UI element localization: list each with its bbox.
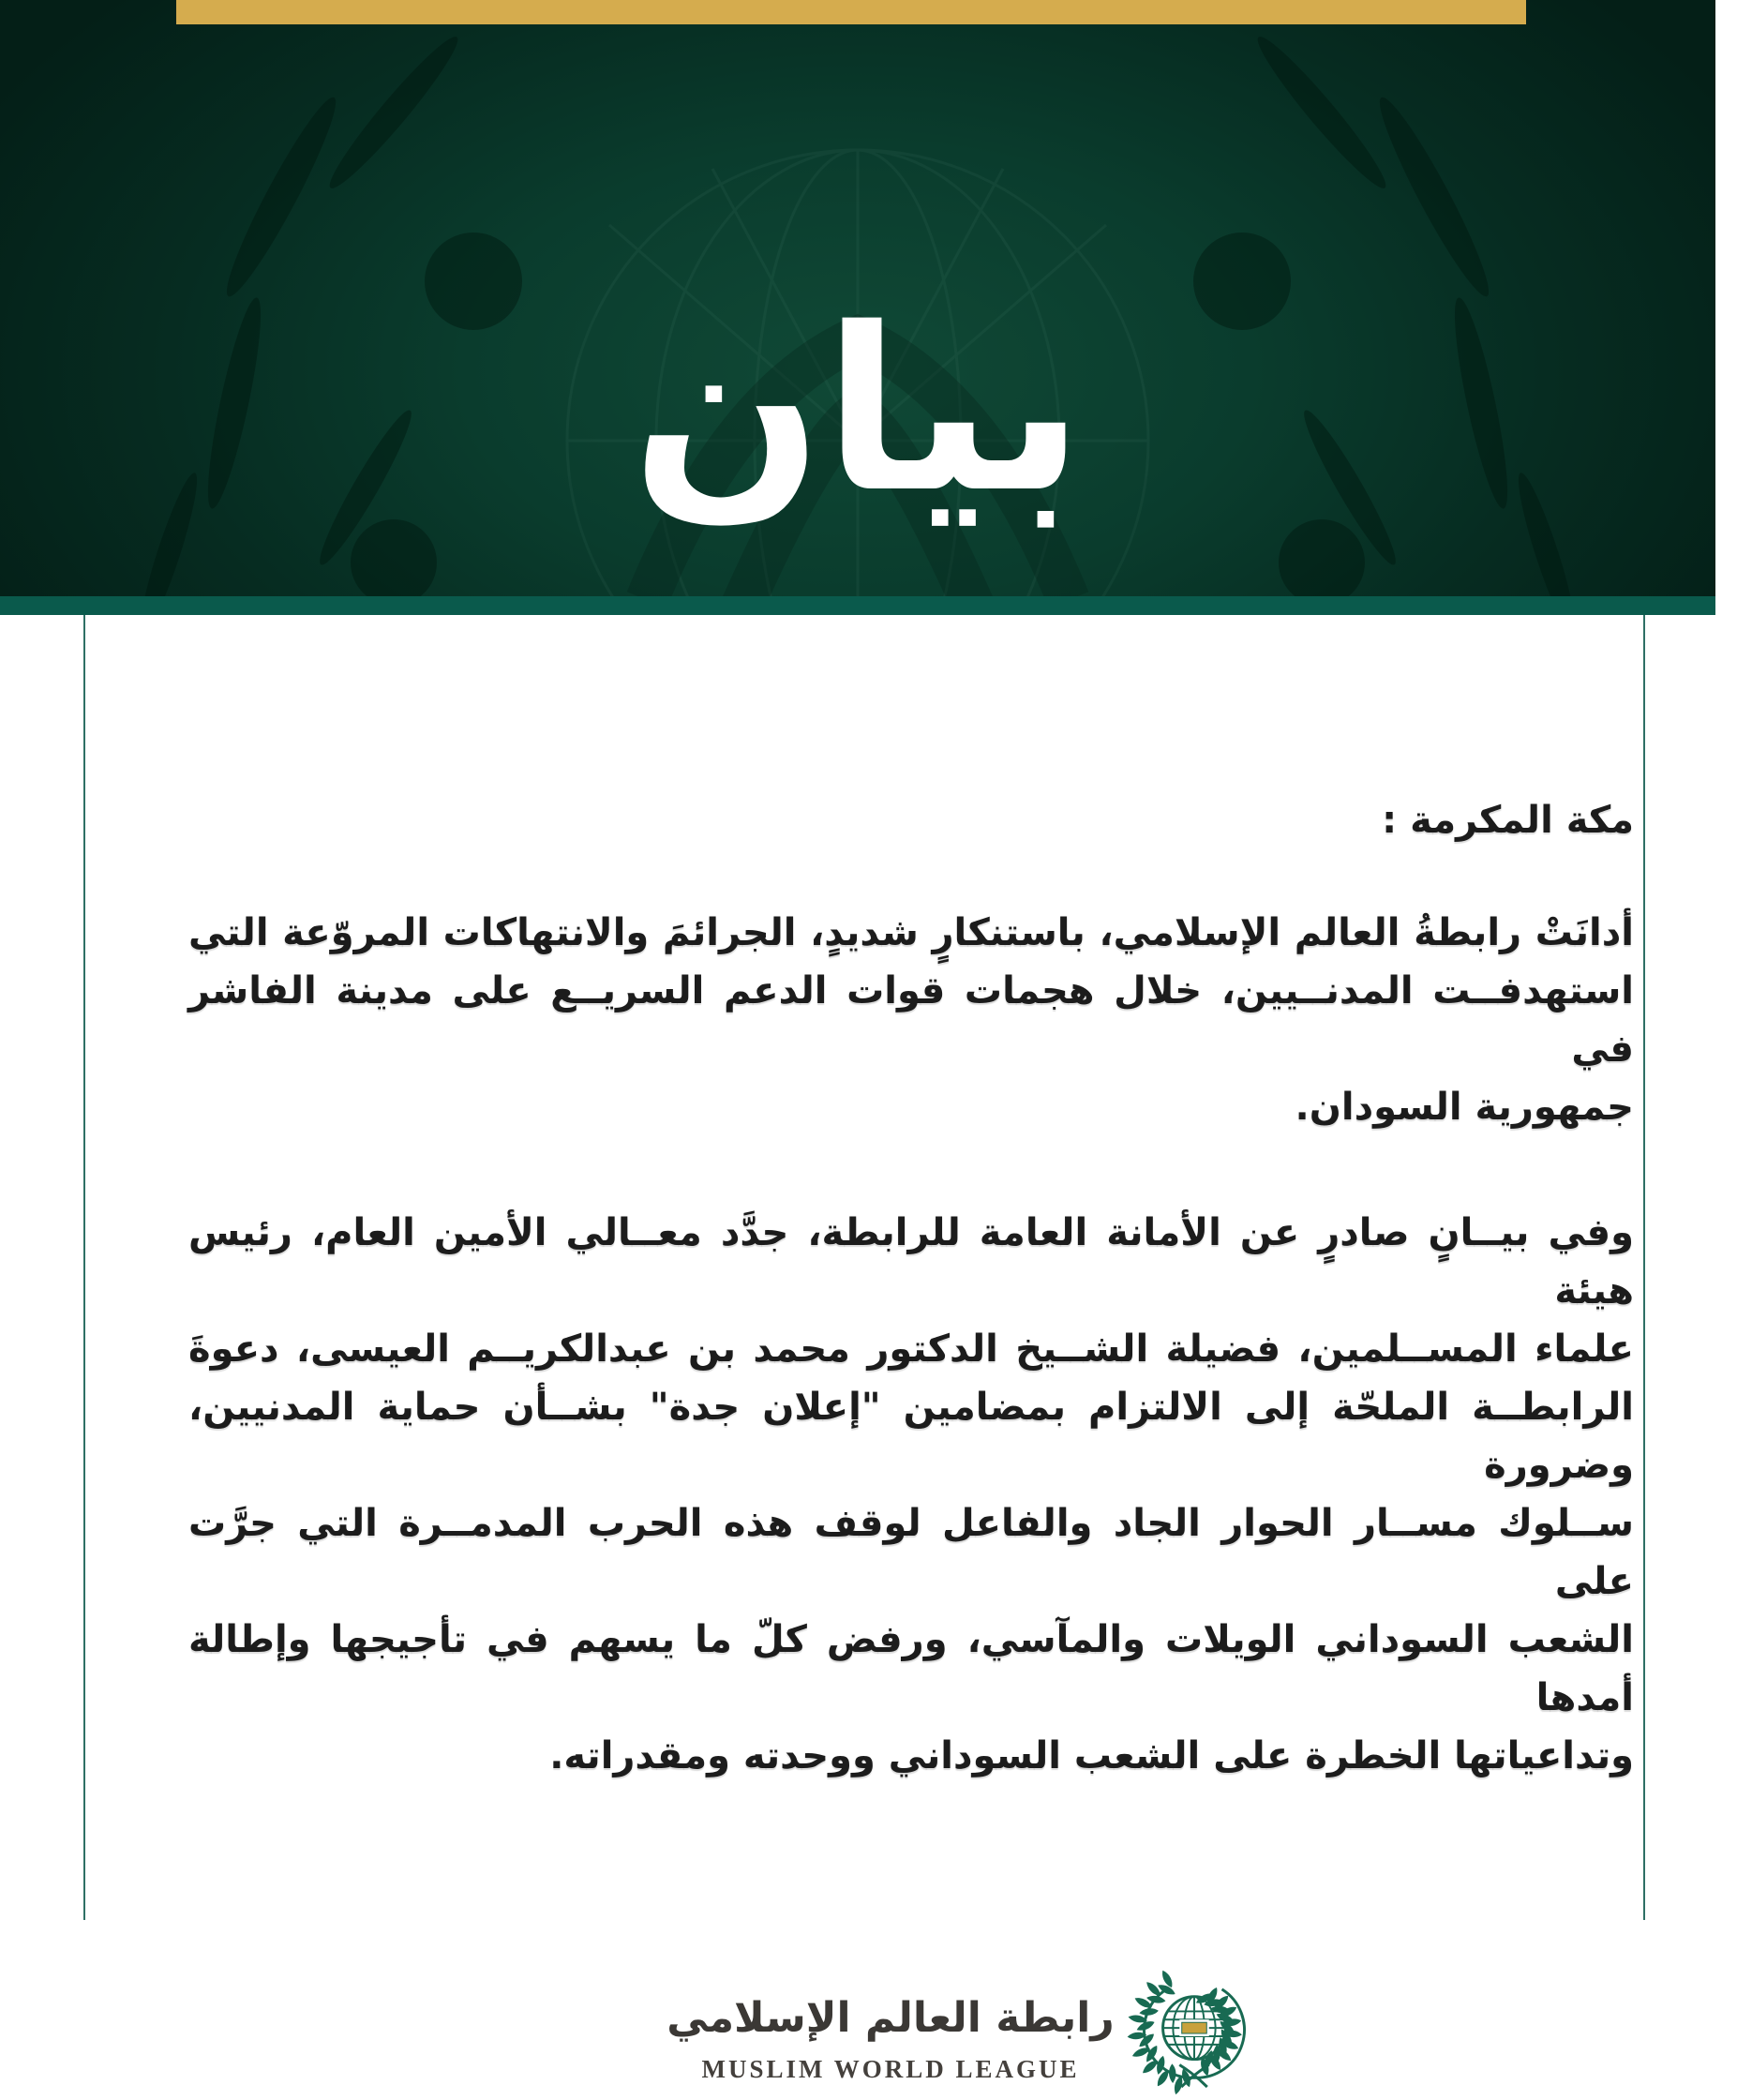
paragraph-2	[188, 1204, 1634, 1785]
paragraph-line: وفي بيــانٍ صادرٍ عن الأمانة العامة للرابطة، جدَّد معــالي الأمين العام، رئيس هيئة	[188, 1211, 1634, 1312]
mwl-english-wordmark: MUSLIM WORLD LEAGUE	[701, 2054, 1080, 2083]
statement-header-banner	[0, 0, 1715, 596]
dateline-city: مكة المكرمة :	[1382, 799, 1634, 842]
statement-body	[0, 615, 1715, 2083]
statement-card	[83, 615, 1645, 2083]
teal-divider-band	[0, 596, 1715, 615]
paragraph-line: وتداعياتها الخطرة على الشعب السوداني ووحدته ومقدراته.	[549, 1734, 1634, 1778]
paragraph-line: جمهورية السودان.	[1295, 1086, 1634, 1129]
mwl-arabic-wordmark: رابطة العالم الإسلامي	[666, 1993, 1115, 2042]
paragraph-line: أدانَتْ رابطةُ العالم الإسلامي، باستنكارٍ شديدٍ، الجرائمَ والانتهاكات المروّعة التي	[188, 911, 1634, 954]
mwl-logo	[179, 1971, 1737, 2100]
paragraph-line: استهدفــت المدنــيين، خلال هجمات قوات الدعم السريــع على مدينة الفاشر في	[188, 969, 1634, 1071]
paragraph-line: ســلوك مســار الحوار الجاد والفاعل لوقف هذه الحرب المدمــرة التي جرَّت على	[188, 1502, 1634, 1603]
paragraph-line: الشعب السوداني الويلات والمآسي، ورفض كلّ ما يسهم في تأجيجها وإطالة أمدها	[188, 1618, 1634, 1719]
gold-accent-bar	[176, 0, 1526, 24]
paragraph-line: الرابطــة الملحّة إلى الالتزام بمضامين "إعلان جدة" بشــأن حماية المدنيين، وضرورة	[188, 1386, 1634, 1487]
mwl-emblem-icon	[1139, 1971, 1250, 2100]
paragraph-line: علماء المســلمين، فضيلة الشــيخ الدكتور محمد بن عبدالكريــم العيسى، دعوةَ	[188, 1328, 1634, 1371]
mwl-wordmark	[666, 1988, 1114, 2084]
paragraph-1	[188, 904, 1634, 1136]
statement-calligraphy-title: بيان	[631, 279, 1085, 542]
